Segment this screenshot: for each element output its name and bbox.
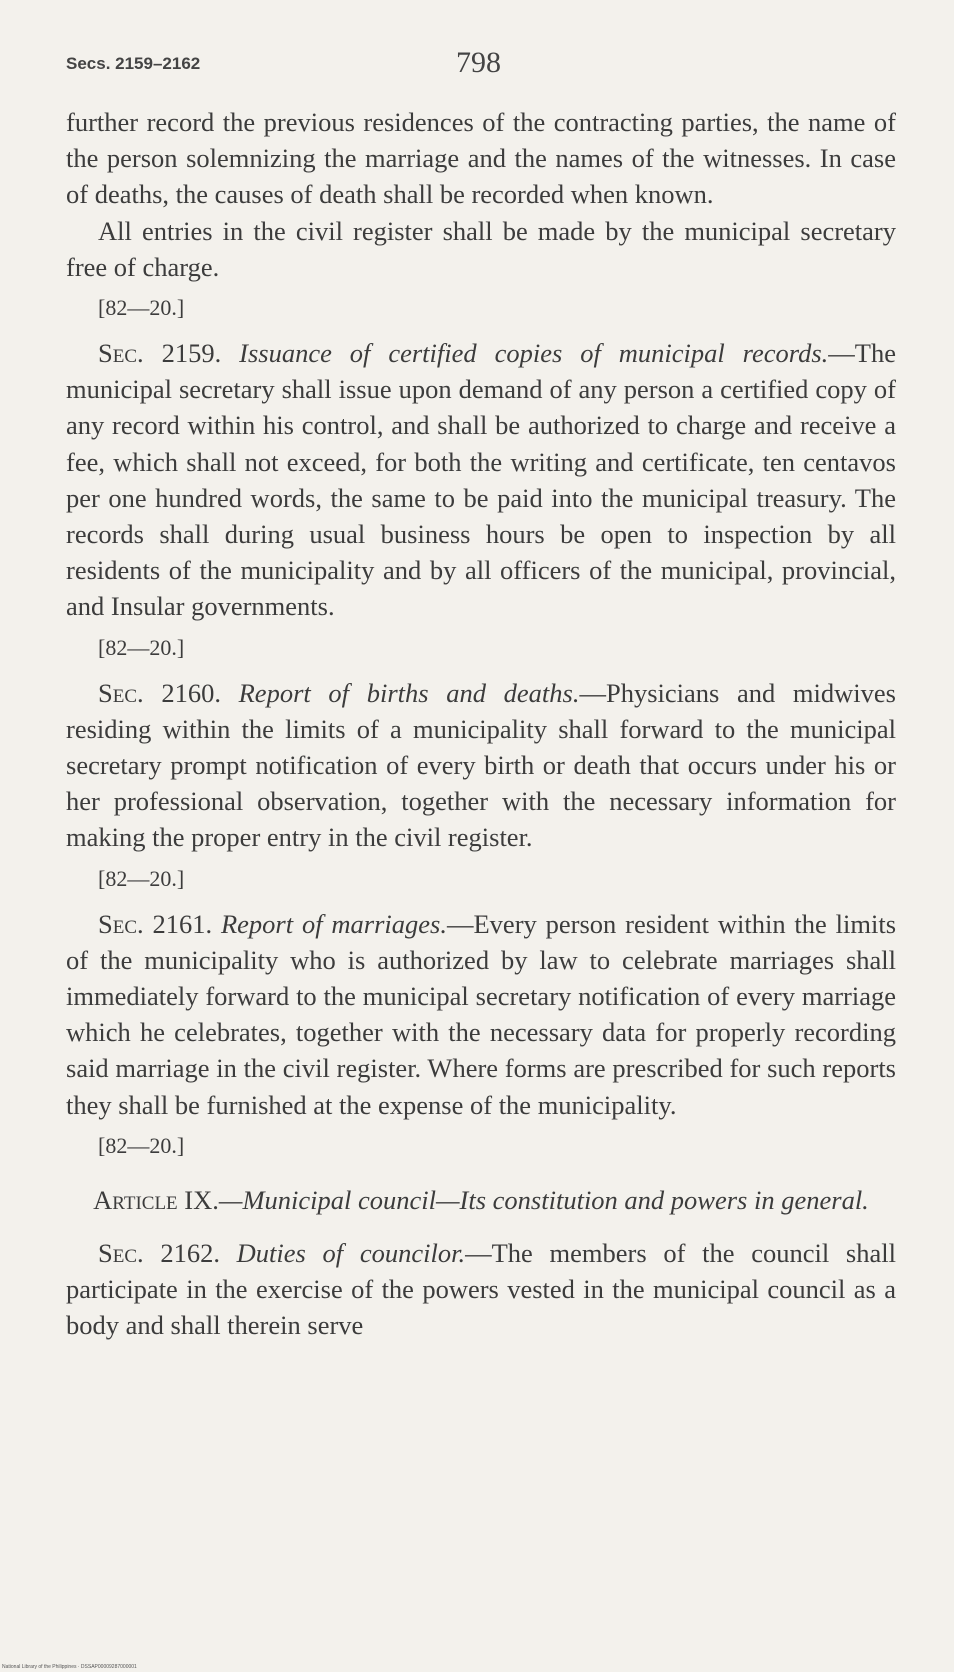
citation-ref: [82—20.] [98, 1132, 185, 1158]
section-label: Sec. 2159. [98, 338, 222, 369]
section-text: —Physicians and midwives residing within the limits of a municipality shall forward to the municipal secretary prompt notification of every birth or death that occurs under his or her professional observation, together with the necessary information for making the proper entry in the civil register. [66, 677, 896, 853]
citation-ref: [82—20.] [98, 634, 185, 660]
article-heading [66, 1181, 896, 1219]
section-text: —The members of the council shall participate in the exercise of the powers vested in the municipal council as a body and shall therein serve [66, 1237, 896, 1341]
section-range: Secs. 2159–2162 [66, 54, 201, 73]
page-header [66, 46, 894, 86]
scan-footer: National Library of the Philippines · DSSAP00009287000001 [2, 1664, 137, 1670]
article-title: —Municipal council—Its constitution and powers in general. [218, 1184, 869, 1215]
section-caption: Report of marriages. [220, 908, 447, 939]
paragraph-entries: All entries in the civil register shall be made by the municipal secretary free of charge. [66, 215, 896, 282]
citation-ref: [82—20.] [98, 295, 185, 321]
paragraph-continuation: further record the previous residences of the contracting parties, the name of the person solemnizing the marriage and the names of the witnesses. In case of deaths, the causes of death shall be recorded when known. [66, 107, 896, 210]
section-label: Sec. 2160. [98, 677, 221, 708]
page-number: 798 [456, 46, 501, 79]
section-2161 [66, 906, 896, 1123]
section-2160 [66, 675, 896, 856]
section-caption: Duties of councilor. [236, 1237, 466, 1268]
article-label: Article IX. [93, 1184, 219, 1215]
section-label: Sec. 2161. [98, 908, 213, 939]
section-text: —Every person resident within the limits of the municipality who is authorized by law to celebrate marriages shall immediately forward to the municipal secretary notification of every marriage which he celebrates, together with the necessary data for properly recording said marriage in the civil register. Where forms are prescribed for such reports they shall be furnished at the expense of the municipality. [66, 908, 897, 1120]
section-2162 [66, 1235, 896, 1344]
section-label: Sec. 2162. [98, 1237, 220, 1268]
section-text: —The municipal secretary shall issue upon demand of any person a certified copy of any record within his control, and shall be authorized to charge and receive a fee, which shall not exceed, for both the writing and certificate, ten centavos per one hundred words, the same to be paid into the municipal treasury. The records shall during usual business hours be open to inspection by all residents of the municipality and by all officers of the municipal, provincial, and Insular governments. [66, 338, 896, 622]
citation-ref: [82—20.] [98, 865, 185, 891]
section-caption: Issuance of certified copies of municipal records. [239, 338, 829, 369]
section-caption: Report of births and deaths. [238, 677, 580, 708]
section-2159 [66, 335, 896, 625]
page-body [66, 104, 896, 1343]
